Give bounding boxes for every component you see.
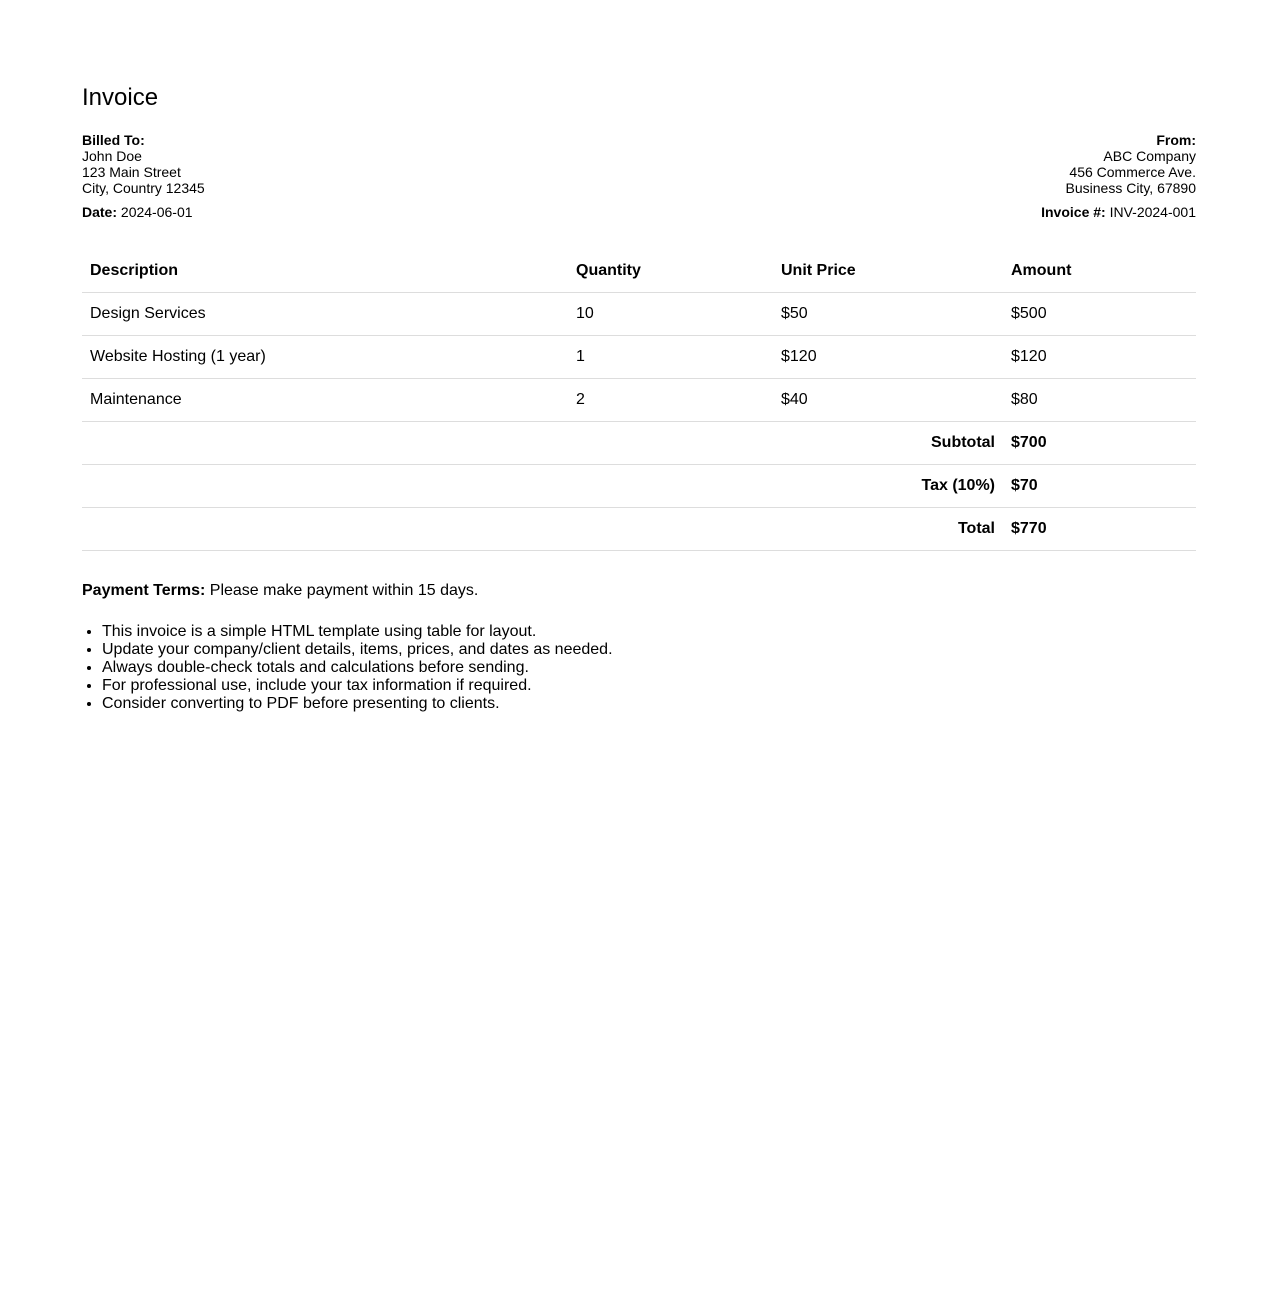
parties-section — [82, 132, 1196, 220]
row-description: Maintenance — [82, 379, 568, 422]
billed-to-street: 123 Main Street — [82, 164, 181, 180]
row-amount: $120 — [1003, 336, 1196, 379]
row-unit-price: $40 — [773, 379, 1003, 422]
billed-to-city: City, Country 12345 — [82, 180, 205, 196]
date-label: Date: — [82, 204, 118, 220]
row-unit-price: $50 — [773, 293, 1003, 336]
notes-list — [82, 623, 1196, 713]
billed-to-heading: Billed To: — [82, 132, 145, 148]
invoice-number-label: Invoice #: — [1041, 204, 1106, 220]
invoice-number-value: INV-2024-001 — [1109, 204, 1196, 220]
payment-terms-label: Payment Terms: — [82, 582, 206, 599]
subtotal-label: Subtotal — [82, 422, 1003, 465]
header-amount: Amount — [1003, 250, 1196, 293]
date-value: 2024-06-01 — [120, 204, 193, 220]
from-name: ABC Company — [1103, 148, 1196, 164]
billed-to-name: John Doe — [82, 148, 142, 164]
from-block — [1041, 132, 1196, 220]
row-quantity: 2 — [568, 379, 773, 422]
header-description: Description — [82, 250, 568, 293]
subtotal-value: $700 — [1003, 422, 1196, 465]
table-row — [82, 379, 1196, 422]
total-value: $770 — [1003, 508, 1196, 551]
payment-terms — [82, 581, 1196, 601]
payment-terms-text: Please make payment within 15 days. — [209, 582, 479, 599]
invoice-title: Invoice — [82, 84, 159, 111]
invoice-date — [82, 204, 205, 220]
list-item: • For professional use, include your tax information if required. — [102, 677, 1196, 695]
row-amount: $80 — [1003, 379, 1196, 422]
total-label: Total — [82, 508, 1003, 551]
row-description: Design Services — [82, 293, 568, 336]
total-row — [82, 508, 1196, 551]
row-unit-price: $120 — [773, 336, 1003, 379]
table-row — [82, 336, 1196, 379]
from-city: Business City, 67890 — [1065, 180, 1196, 196]
row-amount: $500 — [1003, 293, 1196, 336]
row-quantity: 1 — [568, 336, 773, 379]
table-header-row — [82, 250, 1196, 293]
row-quantity: 10 — [568, 293, 773, 336]
list-item: • Update your company/client details, items, prices, and dates as needed. — [102, 641, 1196, 659]
from-heading: From: — [1156, 132, 1196, 148]
row-description: Website Hosting (1 year) — [82, 336, 568, 379]
table-row — [82, 293, 1196, 336]
header-quantity: Quantity — [568, 250, 773, 293]
tax-value: $70 — [1003, 465, 1196, 508]
list-item: • Always double-check totals and calculations before sending. — [102, 659, 1196, 677]
tax-label: Tax (10%) — [82, 465, 1003, 508]
header-unit-price: Unit Price — [773, 250, 1003, 293]
list-item: • Consider converting to PDF before presenting to clients. — [102, 695, 1196, 713]
list-item: • This invoice is a simple HTML template using table for layout. — [102, 623, 1196, 641]
line-items-table — [82, 250, 1196, 551]
from-street: 456 Commerce Ave. — [1069, 164, 1196, 180]
invoice-number — [1041, 204, 1196, 220]
subtotal-row — [82, 422, 1196, 465]
tax-row — [82, 465, 1196, 508]
billed-to-block — [82, 132, 205, 220]
